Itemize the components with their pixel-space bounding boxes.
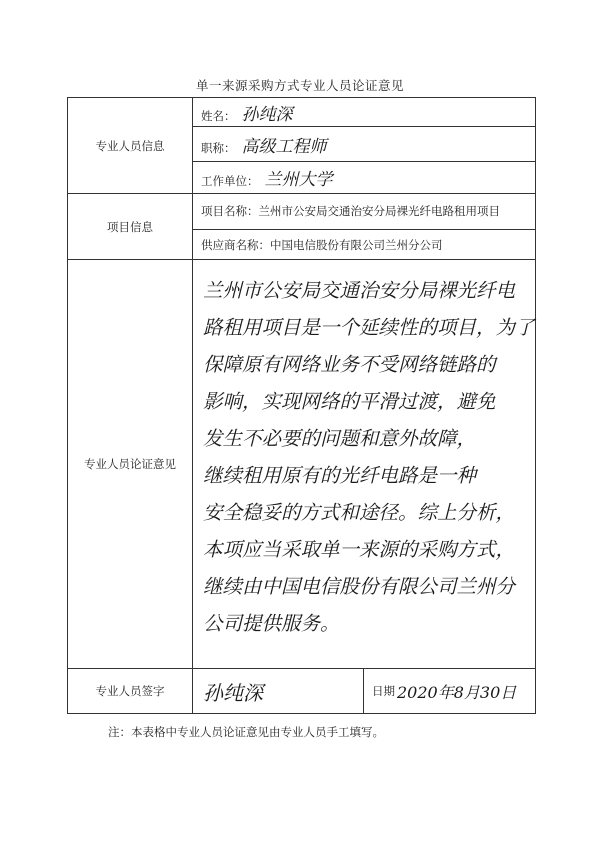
- expert-name-label: 姓名：: [201, 108, 236, 123]
- expert-employer-value: 兰州大学: [264, 170, 333, 190]
- opinion-form-table: [67, 97, 536, 714]
- expert-name-cell: [193, 98, 536, 127]
- opinion-line: 公司提供服务。: [203, 612, 340, 635]
- project-name: 项目名称：兰州市公安局交通治安分局裸光纤电路租用项目: [193, 194, 536, 230]
- expert-employer-label: 工作单位：: [201, 174, 259, 188]
- expert-info-section-label: 专业人员信息: [68, 98, 193, 194]
- expert-signature: 孙纯深: [203, 680, 263, 705]
- expert-name-value: 孙纯深: [241, 104, 293, 125]
- opinion-line: 继续由中国电信股份有限公司兰州分: [203, 575, 516, 598]
- opinion-cell: [193, 260, 536, 669]
- project-info-section-label: 项目信息: [68, 194, 193, 260]
- expert-employer-cell: [193, 162, 536, 194]
- opinion-line: 影响，实现网络的平滑过渡，避免: [203, 390, 496, 413]
- signature-section-label: 专业人员签字: [68, 669, 193, 714]
- opinion-line: 继续租用原有的光纤电路是一种: [203, 464, 477, 487]
- opinion-line: 发生不必要的问题和意外故障，: [203, 427, 477, 450]
- handwritten-opinion: [193, 260, 535, 642]
- opinion-line: 安全稳妥的方式和途径。综上分析，: [203, 501, 516, 524]
- expert-title-label: 职称：: [201, 140, 236, 155]
- opinion-line: 本项应当采取单一来源的采购方式，: [203, 538, 516, 561]
- expert-title-value: 高级工程师: [241, 136, 327, 157]
- opinion-line: 路租用项目是一个延续性的项目，为了: [203, 316, 535, 339]
- supplier-name: 供应商名称：中国电信股份有限公司兰州分公司: [193, 230, 536, 260]
- form-title: 单一来源采购方式专业人员论证意见: [195, 78, 404, 93]
- opinion-line: 保障原有网络业务不受网络链路的: [203, 353, 496, 376]
- expert-title-cell: [193, 127, 536, 162]
- date-label: 日期: [372, 684, 395, 698]
- form-note: 注：本表格中专业人员论证意见由专业人员手工填写。: [108, 725, 384, 739]
- signature-cell: [193, 669, 536, 714]
- date-value: 2020年8月30日: [397, 682, 517, 702]
- opinion-line: 兰州市公安局交通治安分局裸光纤电: [203, 279, 516, 302]
- opinion-section-label: 专业人员论证意见: [68, 260, 193, 669]
